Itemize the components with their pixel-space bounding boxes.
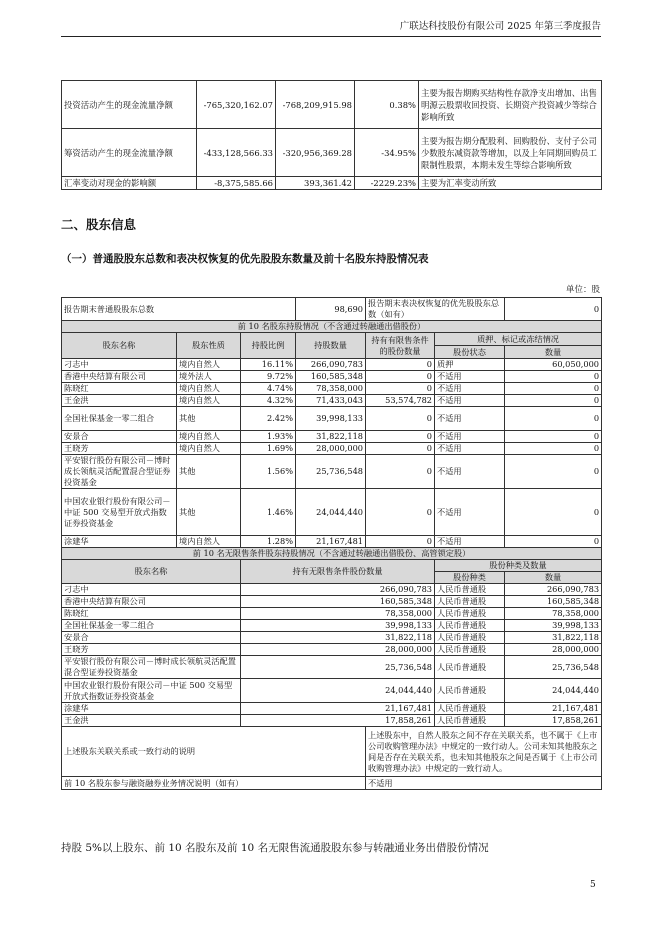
- shareholder-qty: 25,736,548: [296, 455, 366, 489]
- shareholder-ratio: 2.42%: [241, 407, 296, 431]
- share-kind: 人民币普通股: [435, 703, 505, 715]
- unrestricted-name: 安景合: [62, 632, 241, 644]
- shareholder-ratio: 4.74%: [241, 383, 296, 395]
- share-kind: 人民币普通股: [435, 715, 505, 727]
- unrestricted-qty: 266,090,783: [241, 584, 435, 596]
- pledge-qty: 0: [505, 371, 602, 383]
- share-kind-qty: 24,044,440: [505, 679, 602, 703]
- header-qty: 持股数量: [296, 333, 366, 359]
- pledge-qty: 0: [505, 431, 602, 443]
- pledge-status: 不适用: [435, 536, 505, 548]
- summary-value-1: 98,690: [296, 298, 366, 321]
- share-kind-qty: 39,998,133: [505, 620, 602, 632]
- pledge-qty: 0: [505, 383, 602, 395]
- header-restricted: 持有有限售条件的股份数量: [366, 333, 435, 359]
- page-header: 广联达科技股份有限公司 2025 年第三季度报告: [61, 18, 601, 37]
- shareholder-row: [62, 371, 602, 383]
- shareholder-restricted: 0: [366, 536, 435, 548]
- unrestricted-qty: 39,998,133: [241, 620, 435, 632]
- unrestricted-qty: 24,044,440: [241, 679, 435, 703]
- shareholder-name: 全国社保基金一零二组合: [62, 407, 177, 431]
- header-type: 股东性质: [177, 333, 241, 359]
- pledge-status: 质押: [435, 359, 505, 371]
- page-number: 5: [590, 880, 596, 890]
- cashflow-change: -34.95%: [355, 129, 419, 177]
- shareholder-type: 境内自然人: [177, 431, 241, 443]
- share-kind: 人民币普通股: [435, 656, 505, 679]
- u-header-kind-qty: 数量: [505, 572, 602, 584]
- cashflow-previous: -320,956,369.28: [276, 129, 355, 177]
- cashflow-previous: -768,209,915.98: [276, 81, 355, 129]
- share-kind: 人民币普通股: [435, 596, 505, 608]
- margin-text: 不适用: [366, 777, 602, 790]
- unrestricted-qty: 25,736,548: [241, 656, 435, 679]
- shareholder-name: 平安银行股份有限公司－博时成长领航灵活配置混合型证券投资基金: [62, 455, 177, 489]
- unrestricted-qty: 31,822,118: [241, 632, 435, 644]
- shareholder-qty: 31,822,118: [296, 431, 366, 443]
- unrestricted-row: [62, 632, 602, 644]
- share-kind-qty: 21,167,481: [505, 703, 602, 715]
- shareholder-type: 境内自然人: [177, 536, 241, 548]
- shareholder-row: [62, 443, 602, 455]
- u-header-kind: 股份种类及数量: [435, 560, 602, 572]
- shareholder-row: [62, 489, 602, 536]
- shareholder-ratio: 16.11%: [241, 359, 296, 371]
- cashflow-change: 0.38%: [355, 81, 419, 129]
- shareholder-restricted: 0: [366, 383, 435, 395]
- cashflow-previous: 393,361.42: [276, 177, 355, 190]
- shareholder-type: 境外法人: [177, 371, 241, 383]
- unrestricted-name: 王晓芳: [62, 644, 241, 656]
- shareholder-name: 刁志中: [62, 359, 177, 371]
- top10-band: 前 10 名股东持股情况（不含通过转融通出借股份）: [62, 321, 602, 333]
- cashflow-current: -8,375,585.66: [197, 177, 276, 190]
- unrestricted-qty: 78,358,000: [241, 608, 435, 620]
- cashflow-row: [62, 81, 602, 129]
- pledge-qty: 0: [505, 443, 602, 455]
- cashflow-item: 投资活动产生的现金流量净额: [62, 81, 197, 129]
- unrestricted-qty: 21,167,481: [241, 703, 435, 715]
- shareholder-row: [62, 407, 602, 431]
- cashflow-reason: 主要为报告期购买结构性存款净支出增加、出售明源云股票收回投资、长期资产投资减少等综合影响所致: [419, 81, 602, 129]
- share-kind: 人民币普通股: [435, 632, 505, 644]
- relation-label: 上述股东关联关系或一致行动的说明: [62, 727, 366, 777]
- unrestricted-name: 平安银行股份有限公司－博时成长领航灵活配置混合型证券投资基金: [62, 656, 241, 679]
- shareholder-ratio: 1.28%: [241, 536, 296, 548]
- shareholder-name: 中国农业银行股份有限公司－中证 500 交易型开放式指数证券投资基金: [62, 489, 177, 536]
- unrestricted-row: [62, 715, 602, 727]
- unrestricted-name: 陈晓红: [62, 608, 241, 620]
- unrestricted-row: [62, 584, 602, 596]
- relation-text: 上述股东中，自然人股东之间不存在关联关系，也不属于《上市公司收购管理办法》中规定的一致行动人。公司未知其他股东之间是否存在关联关系，也未知其他股东之间是否属于《上市公司收购管理办法》中规定的一致行动人。: [366, 727, 602, 777]
- pledge-qty: 0: [505, 407, 602, 431]
- header-pledge: 质押、标记或冻结情况: [435, 333, 602, 346]
- unrestricted-row: [62, 608, 602, 620]
- unrestricted-qty: 28,000,000: [241, 644, 435, 656]
- unrestricted-row: [62, 679, 602, 703]
- share-kind: 人民币普通股: [435, 679, 505, 703]
- shareholder-restricted: 0: [366, 489, 435, 536]
- shareholder-ratio: 1.93%: [241, 431, 296, 443]
- section-title: 二、股东信息: [61, 217, 137, 232]
- shareholder-qty: 28,000,000: [296, 443, 366, 455]
- pledge-qty: 0: [505, 455, 602, 489]
- shareholder-restricted: 0: [366, 455, 435, 489]
- unrestricted-row: [62, 703, 602, 715]
- shareholder-row: [62, 455, 602, 489]
- shareholder-name: 香港中央结算有限公司: [62, 371, 177, 383]
- shareholder-name: 王晓芳: [62, 443, 177, 455]
- cashflow-reason: 主要为汇率变动所致: [419, 177, 602, 190]
- shareholder-row: [62, 536, 602, 548]
- shareholder-qty: 71,433,043: [296, 395, 366, 407]
- pledge-status: 不适用: [435, 395, 505, 407]
- unrestricted-name: 香港中央结算有限公司: [62, 596, 241, 608]
- summary-label-2: 报告期末表决权恢复的优先股股东总数（如有）: [366, 298, 505, 321]
- header-name: 股东名称: [62, 333, 177, 359]
- cashflow-current: -433,128,566.33: [197, 129, 276, 177]
- unrestricted-row: [62, 596, 602, 608]
- cashflow-reason: 主要为报告期分配股利、回购股份、支付子公司少数股东减资款等增加，以及上年同期回购员工限制性股票，本期未发生等综合影响所致: [419, 129, 602, 177]
- shareholder-name: 王金洪: [62, 395, 177, 407]
- shareholder-row: [62, 431, 602, 443]
- shareholder-ratio: 1.69%: [241, 443, 296, 455]
- unrestricted-name: 全国社保基金一零二组合: [62, 620, 241, 632]
- shareholder-restricted: 0: [366, 443, 435, 455]
- u-header-name: 股东名称: [62, 560, 241, 584]
- summary-value-2: 0: [505, 298, 602, 321]
- share-kind-qty: 160,585,348: [505, 596, 602, 608]
- share-kind: 人民币普通股: [435, 620, 505, 632]
- shareholder-type: 其他: [177, 489, 241, 536]
- share-kind-qty: 17,858,261: [505, 715, 602, 727]
- shareholder-name: 涂建华: [62, 536, 177, 548]
- shareholder-type: 其他: [177, 455, 241, 489]
- unrestricted-qty: 160,585,348: [241, 596, 435, 608]
- share-kind-qty: 266,090,783: [505, 584, 602, 596]
- share-kind-qty: 28,000,000: [505, 644, 602, 656]
- shareholder-name: 陈晓红: [62, 383, 177, 395]
- unrestricted-qty: 17,858,261: [241, 715, 435, 727]
- cashflow-current: -765,320,162.07: [197, 81, 276, 129]
- shareholder-qty: 266,090,783: [296, 359, 366, 371]
- pledge-status: 不适用: [435, 455, 505, 489]
- shareholder-row: [62, 359, 602, 371]
- shareholder-restricted: 53,574,782: [366, 395, 435, 407]
- share-kind: 人民币普通股: [435, 644, 505, 656]
- shareholder-table: [61, 297, 602, 790]
- shareholder-restricted: 0: [366, 431, 435, 443]
- pledge-qty: 0: [505, 489, 602, 536]
- unrestricted-row: [62, 656, 602, 679]
- unrestricted-name: 涂建华: [62, 703, 241, 715]
- pledge-qty: 0: [505, 536, 602, 548]
- pledge-status: 不适用: [435, 371, 505, 383]
- unrestricted-name: 中国农业银行股份有限公司－中证 500 交易型开放式指数证券投资基金: [62, 679, 241, 703]
- unit-label: 单位：股: [565, 285, 600, 295]
- cashflow-item: 筹资活动产生的现金流量净额: [62, 129, 197, 177]
- share-kind-qty: 78,358,000: [505, 608, 602, 620]
- pledge-status: 不适用: [435, 383, 505, 395]
- shareholder-qty: 78,358,000: [296, 383, 366, 395]
- shareholder-row: [62, 383, 602, 395]
- pledge-status: 不适用: [435, 443, 505, 455]
- shareholder-name: 安景合: [62, 431, 177, 443]
- margin-label: 前 10 名股东参与融资融券业务情况说明（如有）: [62, 777, 366, 790]
- pledge-status: 不适用: [435, 431, 505, 443]
- header-ratio: 持股比例: [241, 333, 296, 359]
- unrestricted-row: [62, 644, 602, 656]
- cashflow-table: [61, 80, 602, 190]
- footer-paragraph: 持股 5%以上股东、前 10 名股东及前 10 名无限售流通股股东参与转融通业务出借股份情况: [61, 842, 489, 854]
- cashflow-row: [62, 177, 602, 190]
- u-header-kind-type: 股份种类: [435, 572, 505, 584]
- pledge-qty: 60,050,000: [505, 359, 602, 371]
- header-pledge-qty: 数量: [505, 346, 602, 359]
- shareholder-ratio: 4.32%: [241, 395, 296, 407]
- shareholder-type: 境内自然人: [177, 359, 241, 371]
- shareholder-restricted: 0: [366, 407, 435, 431]
- share-kind: 人民币普通股: [435, 608, 505, 620]
- share-kind: 人民币普通股: [435, 584, 505, 596]
- cashflow-change: -2229.23%: [355, 177, 419, 190]
- unrestricted-band: 前 10 名无限售条件股东持股情况（不含通过转融通出借股份、高管锁定股）: [62, 548, 602, 560]
- summary-label-1: 报告期末普通股股东总数: [62, 298, 296, 321]
- shareholder-qty: 160,585,348: [296, 371, 366, 383]
- shareholder-type: 境内自然人: [177, 395, 241, 407]
- cashflow-item: 汇率变动对现金的影响额: [62, 177, 197, 190]
- shareholder-qty: 21,167,481: [296, 536, 366, 548]
- shareholder-qty: 39,998,133: [296, 407, 366, 431]
- share-kind-qty: 31,822,118: [505, 632, 602, 644]
- unrestricted-row: [62, 620, 602, 632]
- u-header-qty: 持有无限售条件股份数量: [241, 560, 435, 584]
- pledge-qty: 0: [505, 395, 602, 407]
- shareholder-row: [62, 395, 602, 407]
- unrestricted-name: 王金洪: [62, 715, 241, 727]
- pledge-status: 不适用: [435, 489, 505, 536]
- shareholder-type: 其他: [177, 407, 241, 431]
- subsection-title: （一）普通股股东总数和表决权恢复的优先股股东数量及前十名股东持股情况表: [61, 253, 429, 265]
- share-kind-qty: 25,736,548: [505, 656, 602, 679]
- shareholder-type: 境内自然人: [177, 383, 241, 395]
- shareholder-type: 境内自然人: [177, 443, 241, 455]
- pledge-status: 不适用: [435, 407, 505, 431]
- shareholder-ratio: 9.72%: [241, 371, 296, 383]
- shareholder-restricted: 0: [366, 371, 435, 383]
- shareholder-ratio: 1.46%: [241, 489, 296, 536]
- shareholder-ratio: 1.56%: [241, 455, 296, 489]
- unrestricted-name: 刁志中: [62, 584, 241, 596]
- cashflow-row: [62, 129, 602, 177]
- header-pledge-status: 股份状态: [435, 346, 505, 359]
- shareholder-qty: 24,044,440: [296, 489, 366, 536]
- shareholder-restricted: 0: [366, 359, 435, 371]
